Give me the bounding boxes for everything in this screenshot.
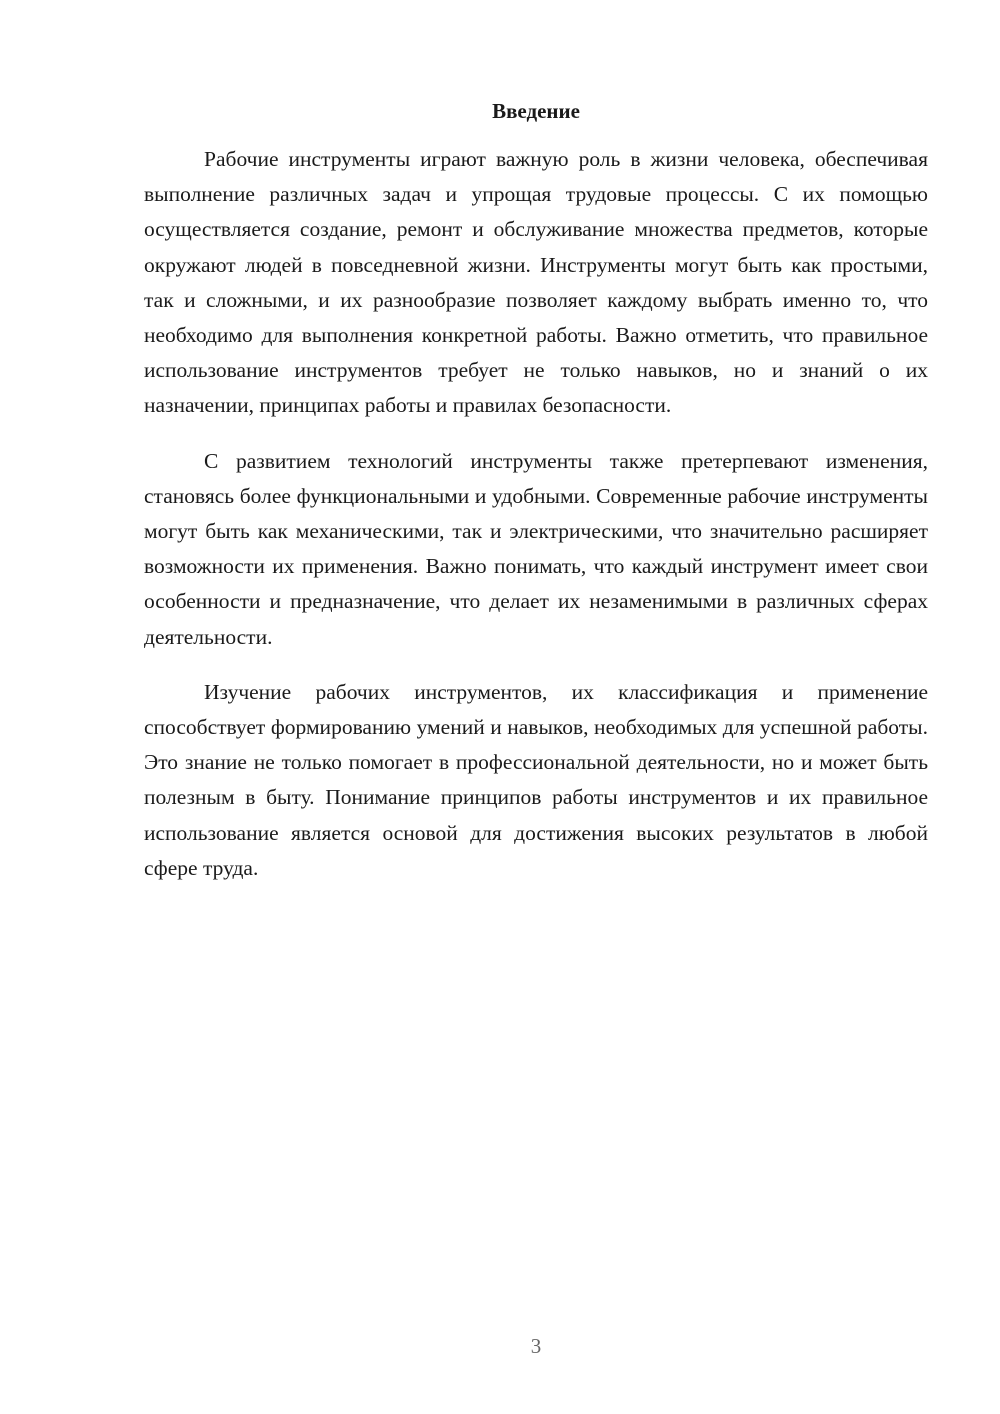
section-title: Введение (492, 99, 580, 123)
paragraph-3: Изучение рабочих инструментов, их классификация и применение способствует формированию умений и навыков, необходимых для успешной работы. Это знание не только помогает в профессиональной деятельности, но и может быть полезным в быту. Понимание принципов работы инструментов и их правильное использование является основой для достижения высоких результатов в любой сфере труда. (144, 679, 928, 880)
paragraph-1: Рабочие инструменты играют важную роль в жизни человека, обеспечивая выполнение различных задач и упрощая трудовые процессы. С их помощью осуществляется создание, ремонт и обслуживание множества предметов, которые окружают людей в повседневной жизни. Инструменты могут быть как простыми, так и сложными, и их разнообразие позволяет каждому выбрать именно то, что необходимо для выполнения конкретной работы. Важно отметить, что правильное использование инструментов требует не только навыков, но и знаний о их назначении, принципах работы и правилах безопасности. (144, 147, 928, 418)
page-number: 3 (530, 1334, 542, 1358)
body-text (144, 142, 928, 906)
paragraph-2: С развитием технологий инструменты также претерпевают изменения, становясь более функциональными и удобными. Современные рабочие инструменты могут быть как механическими, так и электрическими, что значительно расширяет возможности их применения. Важно понимать, что каждый инструмент имеет свои особенности и предназначение, что делает их незаменимыми в различных сферах деятельности. (144, 448, 928, 649)
